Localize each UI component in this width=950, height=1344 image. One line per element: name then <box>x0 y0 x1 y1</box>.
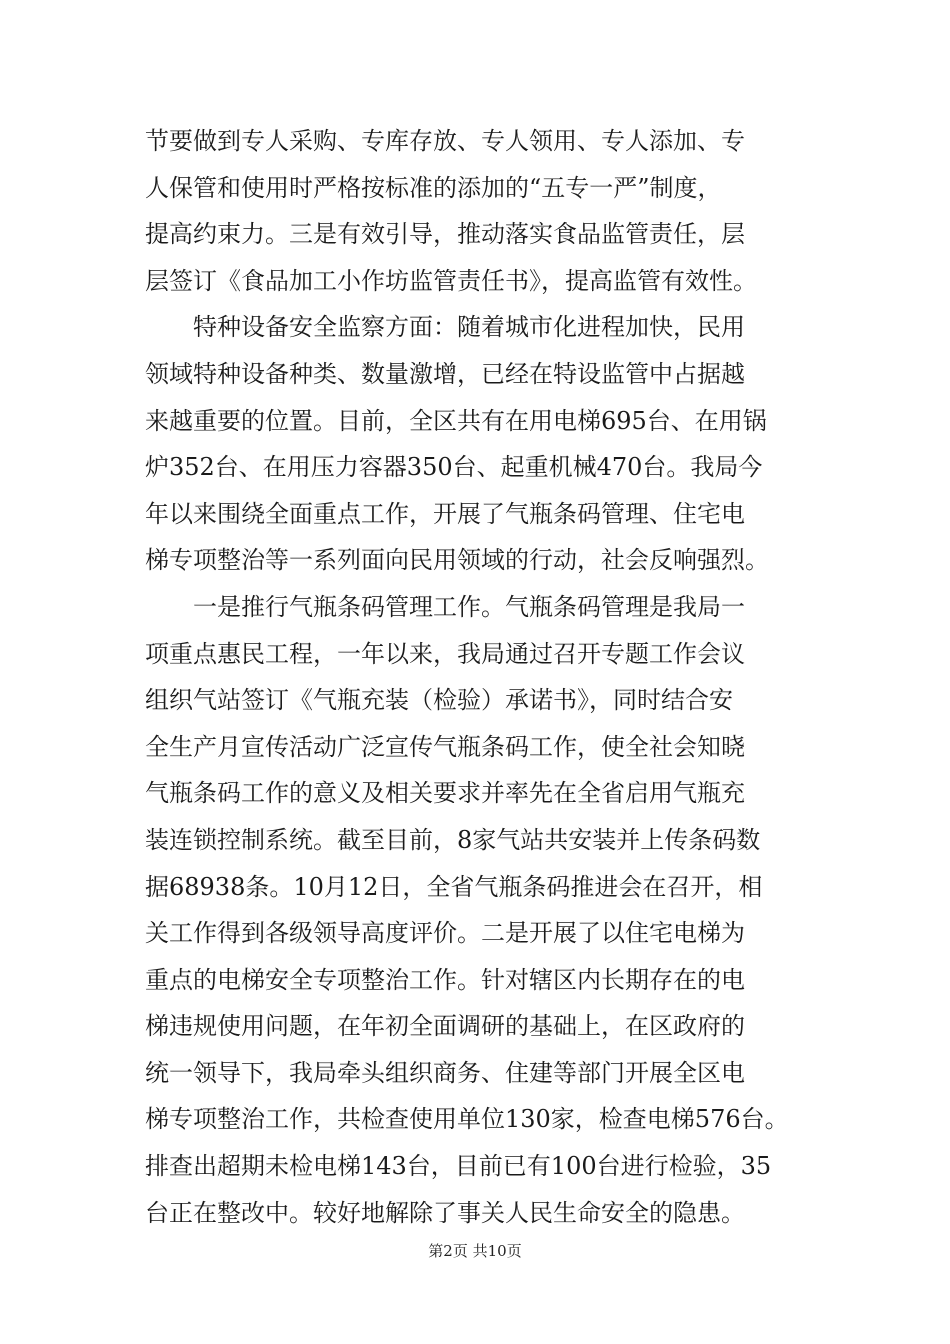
text-line: 节要做到专人采购、专库存放、专人领用、专人添加、专 <box>145 127 745 155</box>
text-line: 组织气站签订《气瓶充装（检验）承诺书》，同时结合安 <box>145 686 733 715</box>
text-line: 炉352台、在用压力容器350台、起重机械470台。我局今 <box>145 453 763 482</box>
text-line: 关工作得到各级领导高度评价。二是开展了以住宅电梯为 <box>145 919 745 948</box>
text-line: 重点的电梯安全专项整治工作。针对辖区内长期存在的电 <box>145 965 745 994</box>
text-line: 项重点惠民工程，一年以来，我局通过召开专题工作会议 <box>145 639 745 668</box>
text-line: 来越重要的位置。目前，全区共有在用电梯695台、在用锅 <box>145 406 767 435</box>
page-number-footer: 第2页 共10页 <box>428 1242 522 1260</box>
text-line: 据68938条。10月12日，全省气瓶条码推进会在召开，相 <box>145 872 763 901</box>
paragraph-start-line: 特种设备安全监察方面：随着城市化进程加快，民用 <box>145 313 745 342</box>
document-body <box>145 118 810 1236</box>
text-line: 领域特种设备种类、数量激增，已经在特设监管中占据越 <box>145 359 745 388</box>
text-line: 统一领导下，我局牵头组织商务、住建等部门开展全区电 <box>145 1058 745 1087</box>
text-line: 梯专项整治等一系列面向民用领域的行动，社会反响强烈。 <box>145 546 769 575</box>
text-line: 排查出超期未检电梯143台，目前已有100台进行检验，35 <box>145 1152 772 1181</box>
paragraph-start-line: 一是推行气瓶条码管理工作。气瓶条码管理是我局一 <box>145 592 745 621</box>
text-line: 梯违规使用问题，在年初全面调研的基础上，在区政府的 <box>145 1012 745 1041</box>
text-line: 人保管和使用时严格按标准的添加的“五专一严”制度， <box>145 173 722 202</box>
text-line: 台正在整改中。较好地解除了事关人民生命安全的隐患。 <box>145 1198 745 1227</box>
text-line: 提高约束力。三是有效引导，推动落实食品监管责任，层 <box>145 220 745 249</box>
text-line: 装连锁控制系统。截至目前，8家气站共安装并上传条码数 <box>145 825 761 854</box>
text-line: 梯专项整治工作，共检查使用单位130家，检查电梯576台。 <box>145 1105 789 1134</box>
text-line: 气瓶条码工作的意义及相关要求并率先在全省启用气瓶充 <box>145 779 745 808</box>
text-line: 层签订《食品加工小作坊监管责任书》，提高监管有效性。 <box>145 266 757 295</box>
text-line: 年以来围绕全面重点工作，开展了气瓶条码管理、住宅电 <box>145 499 745 528</box>
text-line: 全生产月宣传活动广泛宣传气瓶条码工作，使全社会知晓 <box>145 732 745 761</box>
